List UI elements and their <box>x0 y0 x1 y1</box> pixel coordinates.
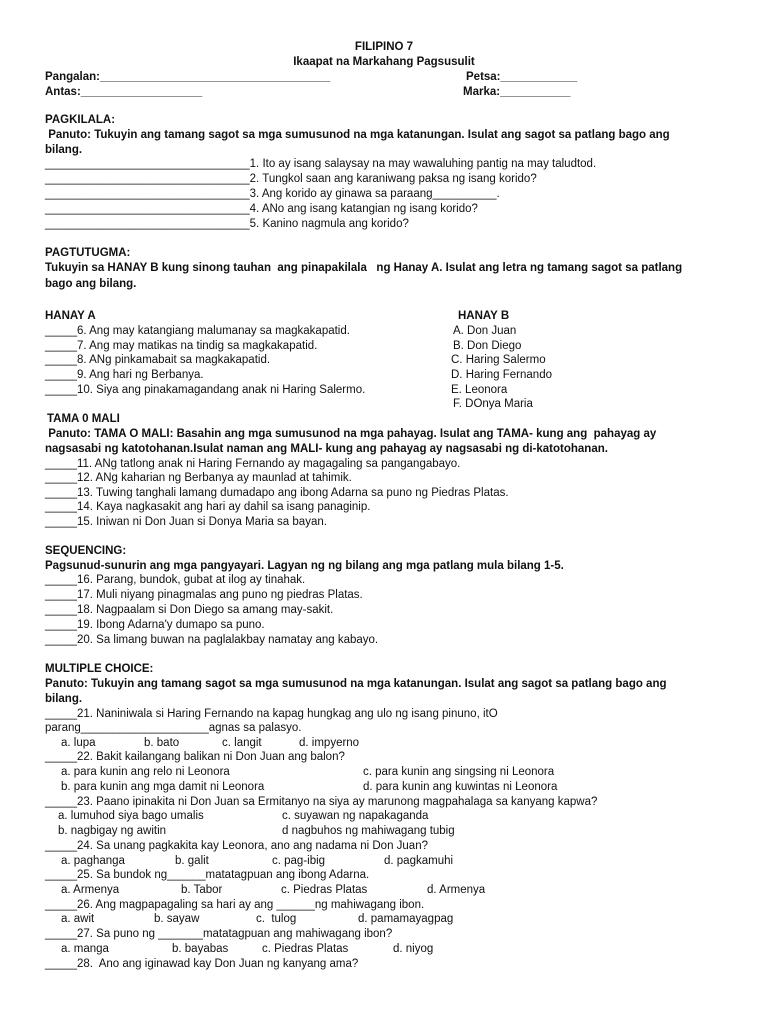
choice-b: b. bayabas <box>172 943 229 955</box>
question-stem[interactable]: _____27. Sa puno ng _______matatagpuan ang mahiwagang ibon? <box>45 928 393 940</box>
matching-item[interactable]: _____10. Siya ang pinakamagandang anak ni Haring Salermo. <box>45 384 366 396</box>
sequencing-directions: Pagsunud-sunurin ang mga pangyayari. Lagyan ng ng bilang ang mga patlang mula bilang 1-5. <box>45 560 564 572</box>
matching-choice: D. Haring Fernando <box>451 369 552 381</box>
question-stem[interactable]: _____26. Ang magpapagaling sa hari ay ang ______ng mahiwagang ibon. <box>45 899 425 911</box>
question-stem[interactable]: _____25. Sa bundok ng______matatagpuan ang ibong Adarna. <box>45 869 370 881</box>
pagkilala-title: PAGKILALA: <box>45 114 116 126</box>
question-stem: parang____________________agnas sa palasyo. <box>45 722 302 734</box>
matching-item[interactable]: _____7. Ang may matikas na tindig sa magkakapatid. <box>45 340 318 352</box>
pagkilala-directions: Panuto: Tukuyin ang tamang sagot sa mga sumusunod na mga katanungan. Isulat ang sagot sa patlang bago ang <box>45 129 670 141</box>
choice-d: d. impyerno <box>299 737 360 749</box>
sequencing-item[interactable]: _____20. Sa limang buwan na paglalakbay namatay ang kabayo. <box>45 634 379 646</box>
choice-c: c. suyawan ng napakaganda <box>282 810 429 822</box>
matching-item[interactable]: _____8. ANg pinkamabait sa magkakapatid. <box>45 354 271 366</box>
choice-b: b. para kunin ang mga damit ni Leonora <box>61 781 265 793</box>
multiple-choice-directions: Panuto: Tukuyin ang tamang sagot sa mga sumusunod na mga katanungan. Isulat ang sagot sa patlang bago ang <box>45 678 667 690</box>
multiple-choice-title: MULTIPLE CHOICE: <box>45 663 154 675</box>
sequencing-item[interactable]: _____17. Muli niyang pinagmalas ang puno ng piedras Platas. <box>45 589 363 601</box>
identification-item[interactable]: ________________________________2. Tungkol saan ang karaniwang paksa ng isang korido? <box>45 173 537 185</box>
sequencing-item[interactable]: _____19. Ibong Adarna'y dumapo sa puno. <box>45 619 265 631</box>
true-false-item[interactable]: _____12. ANg kaharian ng Berbanya ay maunlad at tahimik. <box>45 472 352 484</box>
hanay-b-title: HANAY B <box>458 310 510 322</box>
choice-c: c. tulog <box>256 913 297 925</box>
choice-c: c. pag-ibig <box>272 855 326 867</box>
matching-item[interactable]: _____9. Ang hari ng Berbanya. <box>45 369 204 381</box>
true-false-item[interactable]: _____14. Kaya nagkasakit ang hari ay dahil sa isang panaginip. <box>45 501 371 513</box>
choice-b: b. nagbigay ng awitin <box>58 825 167 837</box>
choice-b: b. sayaw <box>154 913 200 925</box>
identification-item[interactable]: ________________________________1. Ito ay isang salaysay na may wawaluhing pantig na may taludtod. <box>45 158 597 170</box>
matching-choice: B. Don Diego <box>453 340 522 352</box>
matching-item[interactable]: _____6. Ang may katangiang malumanay sa magkakapatid. <box>45 325 350 337</box>
choice-c: c. langit <box>222 737 262 749</box>
matching-choice: C. Haring Salermo <box>451 354 546 366</box>
pagkilala-directions: bilang. <box>45 144 83 156</box>
score-field[interactable]: Marka:___________ <box>463 86 571 98</box>
section-field[interactable]: Antas:___________________ <box>45 86 203 98</box>
choice-b: b. galit <box>175 855 209 867</box>
true-false-item[interactable]: _____15. Iniwan ni Don Juan si Donya Maria sa bayan. <box>45 516 327 528</box>
choice-c: c. Piedras Platas <box>281 884 368 896</box>
matching-choice: F. DOnya Maria <box>453 398 533 410</box>
choice-a: a. paghanga <box>61 855 125 867</box>
choice-d: d. para kunin ang kuwintas ni Leonora <box>363 781 558 793</box>
choice-a: a. awit <box>61 913 95 925</box>
question-stem[interactable]: _____28. Ano ang iginawad kay Don Juan ng kanyang ama? <box>45 958 359 970</box>
choice-a: a. manga <box>61 943 109 955</box>
choice-b: b. Tabor <box>181 884 223 896</box>
exam-title: Ikaapat na Markahang Pagsusulit <box>293 56 475 68</box>
date-field[interactable]: Petsa:____________ <box>466 71 578 83</box>
choice-d: d. Armenya <box>427 884 486 896</box>
choice-a: a. lupa <box>61 737 96 749</box>
sequencing-item[interactable]: _____16. Parang, bundok, gubat at ilog ay tinahak. <box>45 574 306 586</box>
sequencing-title: SEQUENCING: <box>45 545 127 557</box>
choice-c: c. Piedras Platas <box>262 943 349 955</box>
choice-d: d. pagkamuhi <box>384 855 454 867</box>
sequencing-item[interactable]: _____18. Nagpaalam si Don Diego sa amang may-sakit. <box>45 604 334 616</box>
question-stem[interactable]: _____23. Paano ipinakita ni Don Juan sa Ermitanyo na siya ay marunong magpahalaga sa kanyang kapwa? <box>45 796 598 808</box>
question-stem[interactable]: _____24. Sa unang pagkakita kay Leonora, ano ang nadama ni Don Juan? <box>45 840 428 852</box>
tama-mali-directions: Panuto: TAMA O MALI: Basahin ang mga sumusunod na mga pahayag. Isulat ang TAMA- kung ang pahayag ay <box>45 428 657 440</box>
choice-a: a. para kunin ang relo ni Leonora <box>61 766 230 778</box>
question-stem[interactable]: _____22. Bakit kailangang balikan ni Don Juan ang balon? <box>45 751 345 763</box>
hanay-a-title: HANAY A <box>45 310 96 322</box>
choice-a: a. Armenya <box>61 884 120 896</box>
true-false-item[interactable]: _____13. Tuwing tanghali lamang dumadapo ang ibong Adarna sa puno ng Piedras Platas. <box>45 487 509 499</box>
matching-choice: E. Leonora <box>451 384 508 396</box>
matching-choice: A. Don Juan <box>453 325 517 337</box>
identification-item[interactable]: ________________________________4. ANo ang isang katangian ng isang korido? <box>45 203 478 215</box>
choice-d: d nagbuhos ng mahiwagang tubig <box>282 825 455 837</box>
choice-a: a. lumuhod siya bago umalis <box>58 810 204 822</box>
name-field[interactable]: Pangalan:____________________________________ <box>45 71 331 83</box>
pagtutugma-directions: bago ang bilang. <box>45 278 137 290</box>
identification-item[interactable]: ________________________________3. Ang korido ay ginawa sa paraang__________. <box>45 188 500 200</box>
choice-b: b. bato <box>144 737 180 749</box>
choice-c: c. para kunin ang singsing ni Leonora <box>363 766 555 778</box>
true-false-item[interactable]: _____11. ANg tatlong anak ni Haring Fernando ay magagaling sa pangangabayo. <box>45 458 461 470</box>
choice-d: d. niyog <box>393 943 434 955</box>
pagtutugma-directions: Tukuyin sa HANAY B kung sinong tauhan ang pinapakilala ng Hanay A. Isulat ang letra ng tamang sagot sa patlang <box>45 262 683 274</box>
question-stem[interactable]: _____21. Naniniwala si Haring Fernando na kapag hungkag ang ulo ng isang pinuno, itO <box>45 708 498 720</box>
identification-item[interactable]: ________________________________5. Kanino nagmula ang korido? <box>45 218 409 230</box>
choice-d: d. pamamayagpag <box>358 913 454 925</box>
tama-mali-directions: nagsasabi ng katotohanan.Isulat naman ang MALI- kung ang pahayag ay nagsasabi ng di-katotohanan. <box>45 443 608 455</box>
tama-mali-title: TAMA 0 MALI <box>47 413 120 425</box>
multiple-choice-directions: bilang. <box>45 693 83 705</box>
pagtutugma-title: PAGTUTUGMA: <box>45 247 131 259</box>
subject-title: FILIPINO 7 <box>354 41 414 53</box>
